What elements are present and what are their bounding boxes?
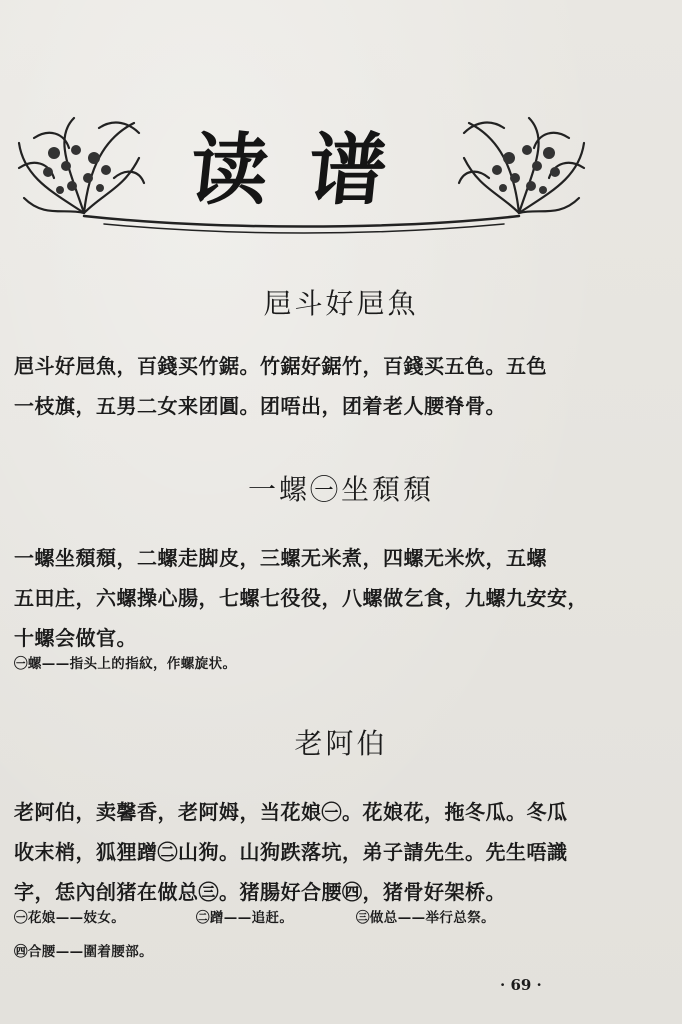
footnote: ㊂做总——举行总祭。 — [356, 910, 495, 926]
text-line: 老阿伯，卖馨香，老阿姆，当花娘㊀。花娘花，拖冬瓜。冬瓜 — [14, 800, 568, 824]
text-line: 一枝旗，五男二女来团圓。团唔出，团着老人腰脊骨。 — [14, 394, 506, 418]
text-line: 㞎斗好㞎魚，百錢买竹鋸。竹鋸好鋸竹，百錢买五色。五色 — [14, 354, 547, 378]
section-title-1: 㞎斗好㞎魚 — [263, 287, 419, 320]
footnote: ㊀螺——指头上的指紋，作螺旋状。 — [14, 656, 237, 672]
footnote: ㊀花娘——妓女。 — [14, 910, 126, 926]
right-flower-ornament — [459, 118, 584, 213]
text-line: 十螺会做官。 — [14, 626, 137, 650]
text-line: 五田庄，六螺操心腸，七螺七役役，八螺做乞食，九螺九安安， — [14, 586, 588, 610]
text-line: 收末梢，狐狸蹭㊁山狗。山狗跌落坑，弟子請先生。先生唔識 — [14, 840, 568, 864]
banner-title: 读谱 — [185, 126, 431, 216]
section-title-2: 一螺㊀坐頹頹 — [247, 473, 434, 506]
text-line: 一螺坐頹頹，二螺走脚皮，三螺无米煮，四螺无米炊，五螺 — [14, 546, 547, 570]
section-1-text — [14, 346, 604, 426]
page-number: · 69 · — [500, 976, 542, 994]
footnote: ㊁蹭——追赶。 — [196, 910, 294, 926]
text-line: 字，恁內刣猪在做总㊂。猪腸好合腰㊃，猪骨好架桥。 — [14, 880, 506, 904]
header-banner — [14, 98, 589, 248]
section-3-text — [14, 792, 604, 912]
section-2-text — [14, 538, 604, 658]
left-flower-ornament — [19, 118, 144, 213]
section-title-3: 老阿伯 — [294, 727, 388, 760]
footnote: ㊃合腰——圍着腰部。 — [14, 944, 153, 960]
